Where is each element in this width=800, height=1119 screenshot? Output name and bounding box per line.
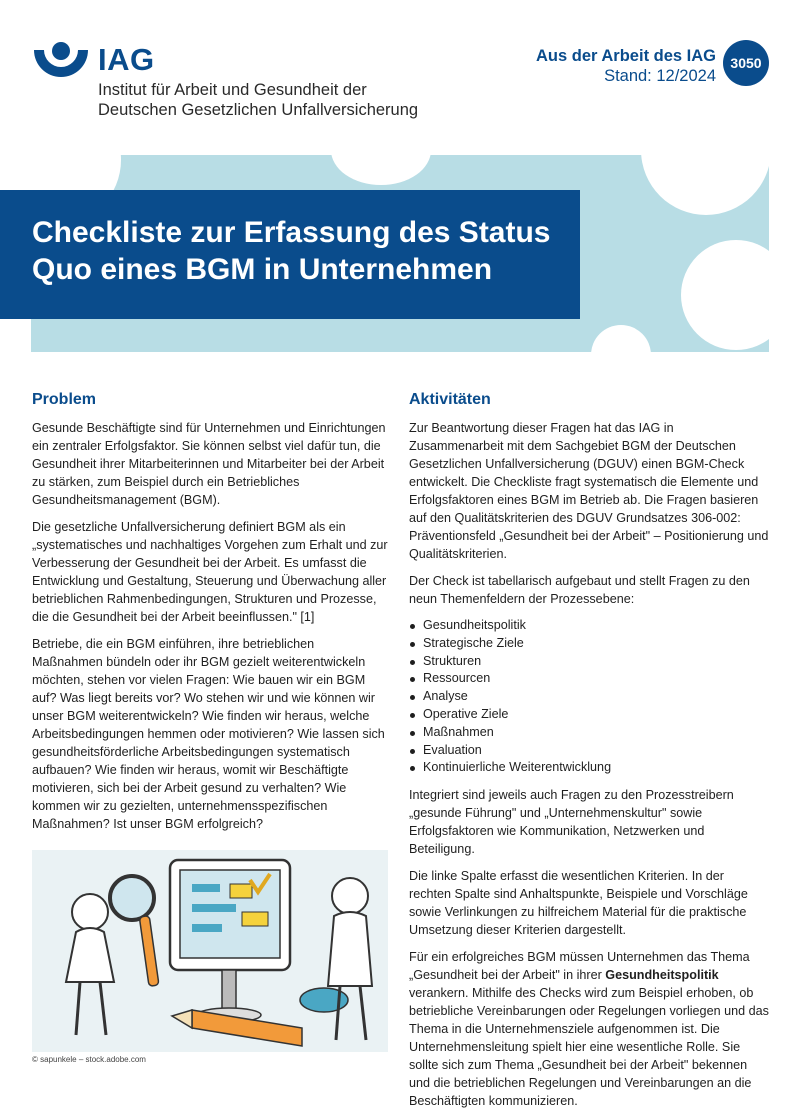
problem-section	[32, 391, 388, 842]
topic-list	[409, 617, 769, 777]
series-info	[536, 46, 716, 86]
image-credit: © sapunkele – stock.adobe.com	[32, 1055, 146, 1064]
list-item: Gesundheitspolitik	[409, 617, 769, 635]
activities-paragraph-5	[409, 948, 769, 1110]
title-line-2: Quo eines BGM in Unternehmen	[32, 253, 493, 286]
title-line-1: Checkliste zur Erfassung des Status	[32, 216, 551, 249]
list-item: Ressourcen	[409, 670, 769, 688]
activities-heading: Aktivitäten	[409, 391, 491, 408]
list-item: Analyse	[409, 688, 769, 706]
activities-paragraph-1: Zur Beantwortung dieser Fragen hat das IAG in Zusammenarbeit mit dem Sachgebiet BGM der Deutschen Gesetzlichen Unfallversicherung (DGUV) einen BGM-Check entwickelt. Die Checkliste fragt systematisch die Elemente und Erfolgsfaktoren eines BGM im Betrieb ab. Die Fragen basieren auf den Qualitätskriterien des DGUV Grundsatzes 306-002: Präventionsfeld „Gesundheit bei der Arbeit" – Positionierung und Qualitätskriterien.	[409, 421, 769, 561]
p5-text-after: verankern. Mithilfe des Checks wird zum Beispiel erhoben, ob betriebliche Vereinbarungen oder Regelungen vorliegen und das Thema in die Unternehmensziele aufgenommen ist. Die Unternehmensleitung spielt hier eine wesentliche Rolle. Sie sollte sich zum Thema „Gesundheit bei der Arbeit" bekennen und die betrieblichen Regelungen und Vereinbarungen an die Beschäftigten kommunizieren.	[409, 986, 769, 1109]
page-title	[32, 214, 572, 288]
activities-paragraph-3: Integriert sind jeweils auch Fragen zu den Prozesstreibern „gesunde Führung" und „Unternehmenskultur" sowie Erfolgsfaktoren wie Kommunikation, Netzwerken und Beteiligung.	[409, 788, 734, 857]
list-item: Kontinuierliche Weiterentwicklung	[409, 759, 769, 777]
activities-paragraph-4: Die linke Spalte erfasst die wesentlichen Kriterien. In der rechten Spalte sind Anhaltspunkte, Beispiele und Vorschläge sowie Verlinkungen zu hilfreichem Material für die praktische Umsetzung dieser Kriterien dargestellt.	[409, 869, 748, 938]
document-number-badge: 3050	[723, 40, 769, 86]
list-item: Strukturen	[409, 653, 769, 671]
list-item: Operative Ziele	[409, 706, 769, 724]
institute-line-1: Institut für Arbeit und Gesundheit der	[98, 81, 367, 99]
list-item: Maßnahmen	[409, 724, 769, 742]
problem-heading: Problem	[32, 391, 97, 408]
logo-text: IAG	[98, 42, 155, 77]
iag-logo-icon	[32, 40, 90, 82]
activities-paragraph-2: Der Check ist tabellarisch aufgebaut und stellt Fragen zu den neun Themenfeldern der Prozessebene:	[409, 574, 750, 606]
institute-name	[98, 80, 418, 120]
problem-paragraph-3: Betriebe, die ein BGM einführen, ihre betrieblichen Maßnahmen bündeln oder ihr BGM gezielt weiterentwickeln möchten, stehen vor vielen Fragen: Wie bauen wir ein BGM auf? Was liegt bereits vor? Wo stehen wir und wie können wir unser BGM weiterentwickeln? Wie finden wir heraus, welche Arbeitsbedingungen hemmen oder motivieren? Wie lassen sich gesundheitsförderliche Arbeitsbedingungen systematisch aufbauen? Wie finden wir heraus, womit wir Beschäftigte motivieren, sich bei der Arbeit gesund zu verhalten? Wie kommen wir zu gezielten, unternehmensspezifischen Maßnahmen? Ist unser BGM erfolgreich?	[32, 637, 385, 831]
p5-bold-term: Gesundheitspolitik	[605, 968, 719, 983]
p5-text-before: Für ein erfolgreiches BGM müssen Unternehmen das Thema „Gesundheit bei der Arbeit" in ihrer	[409, 950, 750, 983]
series-title: Aus der Arbeit des IAG	[535, 47, 716, 65]
list-item: Strategische Ziele	[409, 635, 769, 653]
illustration-image	[32, 850, 388, 1052]
problem-paragraph-2: Die gesetzliche Unfallversicherung definiert BGM als ein „systematisches und nachhaltiges Vorgehen zum Erhalt und zur Verbesserung der Gesundheit bei der Arbeit. Es umfasst die Entwicklung und Gestaltung, Steuerung und Überwachung aller betrieblichen Rahmenbedingungen, Strukturen und Prozesse, die die Gesundheit bei der Arbeit beeinflussen." [1]	[32, 520, 388, 624]
institute-line-2: Deutschen Gesetzlichen Unfallversicherung	[98, 101, 419, 119]
problem-paragraph-1: Gesunde Beschäftigte sind für Unternehmen und Einrichtungen ein zentraler Erfolgsfaktor. Sie können selbst viel dafür tun, die Gesundheit ihrer Mitarbeiterinnen und Mitarbeiter bei der Arbeit zu stärken, zum Beispiel durch ein Betriebliches Gesundheitsmanagement (BGM).	[32, 421, 386, 507]
list-item: Evaluation	[409, 742, 769, 760]
activities-section	[409, 391, 769, 1119]
series-date: Stand: 12/2024	[604, 67, 716, 85]
